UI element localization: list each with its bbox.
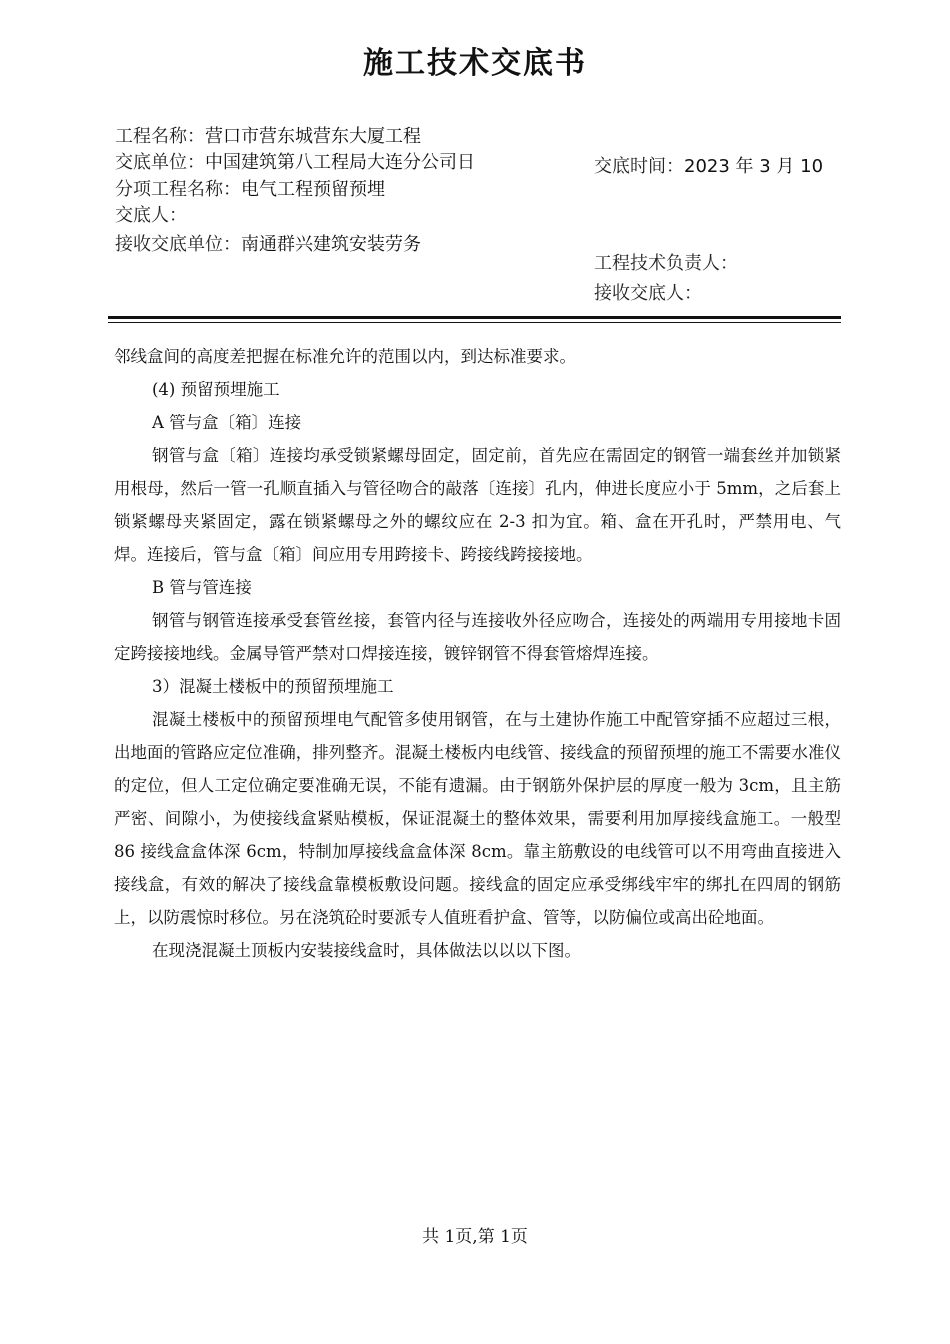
receiver-unit-value: 南通群兴建筑安装劳务 — [241, 234, 421, 255]
time-label: 交底时间： — [594, 156, 684, 177]
issuer-value: 中国建筑第八工程局大连分公司日 — [205, 152, 475, 173]
header-project-name — [115, 124, 421, 150]
receiver-label: 接收交底人： — [594, 283, 702, 304]
body-paragraph: 钢管与钢管连接承受套管丝接，套管内径与连接收外径应吻合，连接处的两端用专用接地卡固定跨接接地线。金属导管严禁对口焊接连接，镀锌钢管不得套管熔焊连接。 — [114, 611, 841, 663]
body-paragraph: 邻线盒间的高度差把握在标准允许的范围以内，到达标准要求。 — [114, 347, 576, 366]
issuer-label: 交底单位： — [115, 152, 205, 173]
document-title: 施工技术交底书 — [363, 46, 587, 81]
header-divider-thick — [108, 316, 841, 319]
project-name-value: 营口市营东城营东大厦工程 — [205, 126, 421, 147]
subproject-value: 电气工程预留预埋 — [241, 179, 385, 200]
header-subproject — [115, 177, 385, 203]
page-footer: 共 1页,第 1页 — [422, 1227, 528, 1247]
presenter-label: 交底人： — [115, 205, 187, 226]
header-presenter — [115, 203, 187, 229]
body-paragraph: 在现浇混凝土顶板内安装接线盒时，具体做法以以以下图。 — [152, 941, 581, 960]
header-tech-lead — [594, 251, 738, 277]
time-value: 2023 年 3 月 10 — [684, 156, 824, 177]
header-receiver — [594, 281, 702, 307]
body-paragraph: 混凝土楼板中的预留预埋电气配管多使用钢管，在与土建协作施工中配管穿插不应超过三根，出地面的管路应定位准确，排列整齐。混凝土楼板内电线管、接线盒的预留预埋的施工不需要水准仪的定位，但人工定位确定要准确无误，不能有遗漏。由于钢筋外保护层的厚度一般为 3cm，且主筋严密、间隙小，为使接线盒紧贴模板，保证混凝土的整体效果，需要利用加厚接线盒施工。一般型 86 接线盒盒体深 6cm，特制加厚接线盒盒体深 8cm。靠主筋敷设的电线管可以不用弯曲直接进入接线盒，有效的解决了接线盒靠模板敷设问题。接线盒的固定应承受绑线牢牢的绑扎在四周的钢筋上，以防震惊时移位。另在浇筑砼时要派专人值班看护盒、管等，以防偏位或高出砼地面。 — [114, 710, 841, 927]
header-issuer — [115, 150, 475, 176]
body-paragraph: A 管与盒〔箱〕连接 — [152, 413, 302, 432]
receiver-unit-label: 接收交底单位： — [115, 234, 241, 255]
body-paragraph: 钢管与盒〔箱〕连接均承受锁紧螺母固定，固定前，首先应在需固定的钢管一端套丝并加锁紧用根母，然后一管一孔顺直插入与管径吻合的敲落〔连接〕孔内，伸进长度应小于 5mm，之后套上锁紧螺母夹紧固定，露在锁紧螺母之外的螺纹应在 2-3 扣为宜。箱、盒在开孔时，严禁用电、气焊。连接后，管与盒〔箱〕间应用专用跨接卡、跨接线跨接接地。 — [114, 446, 841, 564]
subproject-label: 分项工程名称： — [115, 179, 241, 200]
header-receiver-unit — [115, 232, 421, 258]
header-time — [594, 154, 823, 180]
project-name-label: 工程名称： — [115, 126, 205, 147]
body-paragraph: (4) 预留预埋施工 — [152, 380, 280, 399]
header-divider-thin — [108, 322, 841, 323]
document-body — [114, 340, 841, 967]
body-paragraph: B 管与管连接 — [152, 578, 252, 597]
tech-lead-label: 工程技术负责人： — [594, 253, 738, 274]
body-paragraph: 3）混凝土楼板中的预留预埋施工 — [152, 677, 394, 696]
